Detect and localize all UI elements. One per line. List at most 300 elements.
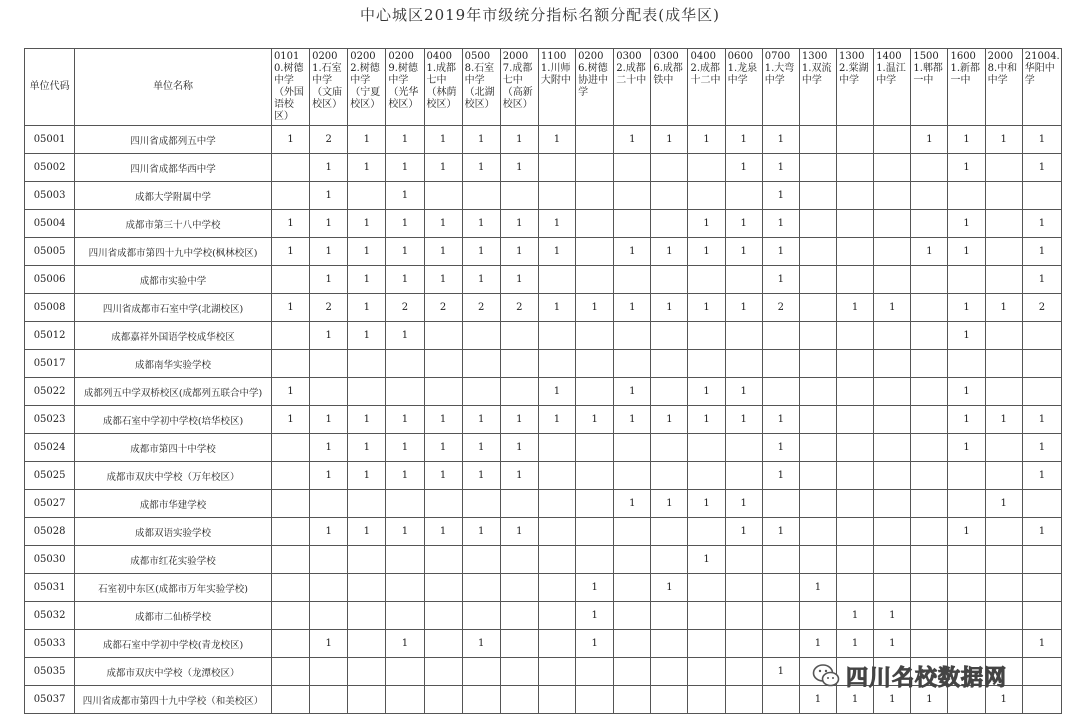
quota-cell: 1 bbox=[762, 434, 799, 462]
quota-cell: 1 bbox=[462, 210, 500, 238]
quota-cell bbox=[762, 378, 799, 406]
quota-cell bbox=[725, 546, 762, 574]
quota-cell bbox=[874, 322, 911, 350]
quota-cell: 1 bbox=[348, 462, 386, 490]
quota-cell bbox=[348, 630, 386, 658]
quota-cell bbox=[538, 630, 575, 658]
quota-cell bbox=[874, 546, 911, 574]
quota-cell bbox=[271, 602, 309, 630]
unit-code: 05028 bbox=[25, 518, 75, 546]
quota-cell bbox=[688, 686, 725, 714]
unit-code: 05002 bbox=[25, 154, 75, 182]
quota-cell bbox=[762, 546, 799, 574]
quota-cell: 1 bbox=[948, 406, 985, 434]
quota-cell bbox=[462, 350, 500, 378]
quota-cell bbox=[271, 266, 309, 294]
header-school-11: 03006.成都铁中 bbox=[651, 49, 688, 126]
quota-cell: 1 bbox=[424, 238, 462, 266]
quota-cell bbox=[688, 350, 725, 378]
quota-cell: 1 bbox=[948, 294, 985, 322]
quota-cell bbox=[651, 434, 688, 462]
quota-cell: 1 bbox=[271, 406, 309, 434]
quota-cell: 1 bbox=[651, 490, 688, 518]
quota-cell: 1 bbox=[1022, 238, 1061, 266]
quota-cell bbox=[348, 546, 386, 574]
quota-cell bbox=[911, 574, 948, 602]
quota-cell bbox=[614, 210, 651, 238]
quota-cell bbox=[424, 630, 462, 658]
quota-cell bbox=[271, 658, 309, 686]
quota-cell bbox=[500, 350, 538, 378]
quota-cell bbox=[348, 602, 386, 630]
quota-cell: 2 bbox=[1022, 294, 1061, 322]
quota-cell bbox=[538, 266, 575, 294]
quota-cell bbox=[874, 182, 911, 210]
quota-cell: 1 bbox=[725, 490, 762, 518]
quota-cell bbox=[462, 546, 500, 574]
quota-cell bbox=[576, 126, 614, 154]
quota-cell bbox=[386, 378, 424, 406]
quota-cell: 1 bbox=[538, 126, 575, 154]
unit-code: 05012 bbox=[25, 322, 75, 350]
quota-cell bbox=[651, 546, 688, 574]
quota-cell: 1 bbox=[462, 406, 500, 434]
unit-name: 四川省成都市第四十九中学校(枫林校区) bbox=[75, 238, 272, 266]
quota-cell: 1 bbox=[762, 406, 799, 434]
quota-cell: 1 bbox=[310, 630, 348, 658]
quota-cell bbox=[538, 350, 575, 378]
quota-cell bbox=[424, 378, 462, 406]
quota-cell bbox=[1022, 322, 1061, 350]
quota-cell bbox=[424, 546, 462, 574]
quota-cell bbox=[1022, 546, 1061, 574]
quota-cell bbox=[948, 266, 985, 294]
quota-cell: 1 bbox=[500, 406, 538, 434]
quota-cell bbox=[348, 686, 386, 714]
quota-cell bbox=[762, 322, 799, 350]
quota-cell bbox=[985, 182, 1022, 210]
quota-cell: 1 bbox=[762, 182, 799, 210]
quota-cell bbox=[799, 182, 836, 210]
table-row bbox=[25, 294, 1062, 322]
quota-cell bbox=[725, 350, 762, 378]
quota-cell bbox=[651, 182, 688, 210]
quota-cell bbox=[462, 658, 500, 686]
quota-cell bbox=[348, 378, 386, 406]
quota-cell bbox=[837, 574, 874, 602]
quota-cell bbox=[462, 574, 500, 602]
quota-cell bbox=[911, 406, 948, 434]
quota-cell bbox=[688, 266, 725, 294]
quota-cell bbox=[725, 686, 762, 714]
quota-cell bbox=[799, 126, 836, 154]
quota-cell bbox=[651, 602, 688, 630]
quota-cell bbox=[688, 602, 725, 630]
unit-code: 05032 bbox=[25, 602, 75, 630]
quota-cell: 1 bbox=[985, 686, 1022, 714]
quota-cell: 1 bbox=[348, 434, 386, 462]
header-school-9: 02006.树德协进中学 bbox=[576, 49, 614, 126]
quota-cell bbox=[651, 266, 688, 294]
unit-code: 05024 bbox=[25, 434, 75, 462]
quota-cell bbox=[985, 238, 1022, 266]
quota-cell: 1 bbox=[1022, 210, 1061, 238]
quota-cell: 1 bbox=[948, 126, 985, 154]
quota-cell bbox=[651, 378, 688, 406]
quota-cell bbox=[799, 266, 836, 294]
quota-cell bbox=[837, 350, 874, 378]
quota-cell bbox=[271, 546, 309, 574]
quota-cell bbox=[1022, 182, 1061, 210]
quota-cell: 1 bbox=[348, 294, 386, 322]
quota-cell bbox=[271, 686, 309, 714]
quota-cell bbox=[874, 406, 911, 434]
quota-cell: 1 bbox=[762, 518, 799, 546]
quota-cell bbox=[614, 154, 651, 182]
table-header-row bbox=[25, 49, 1062, 126]
quota-cell bbox=[576, 490, 614, 518]
quota-cell: 1 bbox=[651, 574, 688, 602]
unit-name: 成都嘉祥外国语学校成华校区 bbox=[75, 322, 272, 350]
quota-cell: 1 bbox=[725, 154, 762, 182]
quota-cell bbox=[576, 154, 614, 182]
table-row bbox=[25, 182, 1062, 210]
quota-cell: 1 bbox=[424, 126, 462, 154]
quota-cell bbox=[310, 378, 348, 406]
quota-cell: 1 bbox=[500, 434, 538, 462]
quota-cell: 1 bbox=[348, 322, 386, 350]
header-school-13: 06001.龙泉中学 bbox=[725, 49, 762, 126]
quota-cell bbox=[1022, 490, 1061, 518]
unit-name: 四川省成都列五中学 bbox=[75, 126, 272, 154]
quota-cell: 1 bbox=[874, 686, 911, 714]
header-school-15: 13001.双流中学 bbox=[799, 49, 836, 126]
quota-cell bbox=[837, 322, 874, 350]
table-row bbox=[25, 462, 1062, 490]
quota-cell bbox=[985, 518, 1022, 546]
quota-cell bbox=[271, 462, 309, 490]
quota-cell: 1 bbox=[310, 322, 348, 350]
quota-cell: 1 bbox=[725, 126, 762, 154]
quota-cell bbox=[799, 294, 836, 322]
table-row bbox=[25, 238, 1062, 266]
quota-cell: 1 bbox=[799, 630, 836, 658]
table-row bbox=[25, 378, 1062, 406]
quota-cell bbox=[424, 658, 462, 686]
quota-cell: 1 bbox=[1022, 406, 1061, 434]
quota-cell bbox=[911, 518, 948, 546]
unit-name: 四川省成都华西中学 bbox=[75, 154, 272, 182]
quota-cell bbox=[386, 490, 424, 518]
quota-cell: 1 bbox=[762, 266, 799, 294]
quota-cell: 1 bbox=[688, 238, 725, 266]
quota-cell bbox=[576, 658, 614, 686]
quota-cell bbox=[874, 490, 911, 518]
quota-cell: 1 bbox=[500, 238, 538, 266]
quota-cell bbox=[948, 574, 985, 602]
quota-cell: 1 bbox=[576, 574, 614, 602]
quota-cell: 1 bbox=[310, 154, 348, 182]
quota-cell: 1 bbox=[874, 294, 911, 322]
quota-cell bbox=[651, 518, 688, 546]
quota-cell: 1 bbox=[271, 238, 309, 266]
quota-cell bbox=[576, 266, 614, 294]
quota-cell: 1 bbox=[538, 238, 575, 266]
unit-code: 05031 bbox=[25, 574, 75, 602]
unit-code: 05008 bbox=[25, 294, 75, 322]
quota-cell bbox=[837, 406, 874, 434]
header-school-19: 16001.新都一中 bbox=[948, 49, 985, 126]
quota-cell: 1 bbox=[576, 294, 614, 322]
quota-cell bbox=[538, 546, 575, 574]
quota-cell bbox=[911, 462, 948, 490]
quota-cell: 1 bbox=[271, 294, 309, 322]
quota-cell: 1 bbox=[948, 322, 985, 350]
header-school-14: 07001.大弯中学 bbox=[762, 49, 799, 126]
quota-cell bbox=[651, 350, 688, 378]
unit-code: 05017 bbox=[25, 350, 75, 378]
quota-cell bbox=[348, 658, 386, 686]
unit-name: 成都石室中学初中学校(青龙校区) bbox=[75, 630, 272, 658]
table-row bbox=[25, 266, 1062, 294]
quota-cell bbox=[837, 266, 874, 294]
quota-cell bbox=[874, 378, 911, 406]
quota-cell bbox=[386, 574, 424, 602]
quota-cell: 1 bbox=[500, 154, 538, 182]
quota-cell bbox=[985, 546, 1022, 574]
quota-cell: 1 bbox=[837, 630, 874, 658]
quota-cell bbox=[874, 238, 911, 266]
unit-code: 05001 bbox=[25, 126, 75, 154]
quota-cell bbox=[837, 378, 874, 406]
quota-cell bbox=[500, 686, 538, 714]
quota-cell: 1 bbox=[651, 406, 688, 434]
quota-cell: 1 bbox=[462, 238, 500, 266]
quota-cell bbox=[911, 294, 948, 322]
quota-cell: 1 bbox=[688, 546, 725, 574]
quota-cell: 1 bbox=[462, 434, 500, 462]
quota-cell bbox=[462, 686, 500, 714]
quota-cell bbox=[1022, 574, 1061, 602]
unit-code: 05035 bbox=[25, 658, 75, 686]
quota-cell bbox=[500, 574, 538, 602]
unit-name: 成都市第四十中学校 bbox=[75, 434, 272, 462]
unit-name: 成都市第三十八中学校 bbox=[75, 210, 272, 238]
quota-cell: 1 bbox=[538, 294, 575, 322]
quota-cell bbox=[837, 238, 874, 266]
quota-cell bbox=[538, 490, 575, 518]
unit-code: 05037 bbox=[25, 686, 75, 714]
quota-cell bbox=[762, 350, 799, 378]
unit-code: 05033 bbox=[25, 630, 75, 658]
quota-cell bbox=[651, 462, 688, 490]
unit-name: 成都市二仙桥学校 bbox=[75, 602, 272, 630]
quota-cell bbox=[985, 378, 1022, 406]
quota-cell bbox=[725, 462, 762, 490]
table-row bbox=[25, 602, 1062, 630]
header-school-20: 20008.中和中学 bbox=[985, 49, 1022, 126]
quota-cell: 1 bbox=[462, 518, 500, 546]
quota-cell bbox=[837, 434, 874, 462]
quota-cell: 1 bbox=[424, 406, 462, 434]
quota-cell bbox=[614, 434, 651, 462]
unit-name: 成都大学附属中学 bbox=[75, 182, 272, 210]
quota-cell bbox=[462, 490, 500, 518]
quota-cell bbox=[651, 658, 688, 686]
quota-cell bbox=[651, 322, 688, 350]
quota-cell: 1 bbox=[1022, 434, 1061, 462]
header-school-17: 14001.温江中学 bbox=[874, 49, 911, 126]
quota-cell: 1 bbox=[762, 658, 799, 686]
quota-cell: 1 bbox=[1022, 266, 1061, 294]
quota-cell: 1 bbox=[310, 462, 348, 490]
quota-cell: 1 bbox=[310, 238, 348, 266]
quota-cell: 1 bbox=[762, 238, 799, 266]
quota-cell bbox=[424, 490, 462, 518]
quota-cell bbox=[348, 182, 386, 210]
table-row bbox=[25, 434, 1062, 462]
unit-code: 05023 bbox=[25, 406, 75, 434]
quota-cell bbox=[538, 686, 575, 714]
table-row bbox=[25, 322, 1062, 350]
quota-cell bbox=[500, 658, 538, 686]
quota-cell: 1 bbox=[500, 210, 538, 238]
quota-cell bbox=[985, 322, 1022, 350]
header-school-10: 03002.成都二十中 bbox=[614, 49, 651, 126]
quota-cell bbox=[386, 350, 424, 378]
unit-name: 成都列五中学双桥校区(成都列五联合中学) bbox=[75, 378, 272, 406]
quota-cell: 1 bbox=[386, 406, 424, 434]
quota-cell bbox=[911, 210, 948, 238]
quota-cell bbox=[310, 490, 348, 518]
quota-cell bbox=[462, 182, 500, 210]
quota-cell bbox=[348, 574, 386, 602]
quota-cell bbox=[948, 462, 985, 490]
unit-code: 05022 bbox=[25, 378, 75, 406]
quota-cell bbox=[874, 266, 911, 294]
quota-cell: 1 bbox=[462, 154, 500, 182]
quota-cell: 1 bbox=[386, 126, 424, 154]
quota-cell: 1 bbox=[651, 294, 688, 322]
quota-cell bbox=[837, 126, 874, 154]
quota-cell bbox=[310, 350, 348, 378]
quota-cell bbox=[271, 518, 309, 546]
quota-cell bbox=[348, 490, 386, 518]
quota-cell: 1 bbox=[462, 630, 500, 658]
allocation-table bbox=[24, 48, 1062, 714]
quota-cell: 1 bbox=[614, 490, 651, 518]
quota-cell bbox=[799, 602, 836, 630]
quota-cell bbox=[799, 406, 836, 434]
quota-cell bbox=[614, 518, 651, 546]
quota-cell: 1 bbox=[837, 294, 874, 322]
quota-cell: 1 bbox=[538, 406, 575, 434]
quota-cell bbox=[614, 322, 651, 350]
quota-cell bbox=[725, 182, 762, 210]
table-row bbox=[25, 574, 1062, 602]
unit-code: 05025 bbox=[25, 462, 75, 490]
quota-cell bbox=[837, 518, 874, 546]
quota-cell bbox=[271, 182, 309, 210]
quota-cell bbox=[725, 630, 762, 658]
quota-cell: 1 bbox=[688, 490, 725, 518]
quota-cell bbox=[837, 210, 874, 238]
unit-name: 四川省成都市石室中学(北湖校区) bbox=[75, 294, 272, 322]
quota-cell: 2 bbox=[386, 294, 424, 322]
quota-cell: 1 bbox=[386, 154, 424, 182]
quota-cell bbox=[310, 602, 348, 630]
quota-cell bbox=[462, 322, 500, 350]
quota-cell bbox=[576, 238, 614, 266]
header-school-5: 04001.成都七中（林荫校区） bbox=[424, 49, 462, 126]
quota-cell: 1 bbox=[386, 266, 424, 294]
quota-cell bbox=[651, 630, 688, 658]
header-school-7: 20007.成都七中（高新校区） bbox=[500, 49, 538, 126]
quota-cell bbox=[538, 574, 575, 602]
header-school-21: 21004.华阳中学 bbox=[1022, 49, 1061, 126]
quota-cell bbox=[614, 266, 651, 294]
quota-cell bbox=[948, 602, 985, 630]
page-title: 中心城区2019年市级统分指标名额分配表(成华区) bbox=[360, 6, 720, 24]
quota-cell bbox=[799, 210, 836, 238]
quota-cell: 1 bbox=[1022, 518, 1061, 546]
quota-cell bbox=[911, 266, 948, 294]
quota-cell: 1 bbox=[688, 294, 725, 322]
quota-cell: 1 bbox=[348, 154, 386, 182]
quota-cell bbox=[874, 126, 911, 154]
quota-cell: 1 bbox=[386, 434, 424, 462]
quota-cell bbox=[725, 574, 762, 602]
table-row bbox=[25, 546, 1062, 574]
quota-cell: 1 bbox=[688, 210, 725, 238]
quota-cell: 1 bbox=[310, 518, 348, 546]
quota-cell bbox=[874, 434, 911, 462]
quota-cell bbox=[576, 182, 614, 210]
quota-cell bbox=[837, 154, 874, 182]
quota-cell bbox=[874, 574, 911, 602]
quota-cell bbox=[762, 490, 799, 518]
quota-cell bbox=[424, 182, 462, 210]
quota-cell: 1 bbox=[725, 406, 762, 434]
quota-cell: 1 bbox=[688, 378, 725, 406]
unit-code: 05003 bbox=[25, 182, 75, 210]
quota-cell bbox=[799, 378, 836, 406]
quota-cell: 1 bbox=[614, 126, 651, 154]
quota-cell bbox=[688, 630, 725, 658]
quota-cell bbox=[271, 630, 309, 658]
quota-cell bbox=[500, 490, 538, 518]
quota-cell bbox=[462, 378, 500, 406]
quota-cell: 1 bbox=[762, 126, 799, 154]
table-row bbox=[25, 350, 1062, 378]
quota-cell bbox=[1022, 378, 1061, 406]
quota-cell: 1 bbox=[424, 210, 462, 238]
quota-cell bbox=[874, 518, 911, 546]
quota-cell: 1 bbox=[725, 294, 762, 322]
quota-cell bbox=[576, 322, 614, 350]
unit-code: 05030 bbox=[25, 546, 75, 574]
quota-cell bbox=[538, 658, 575, 686]
quota-cell: 1 bbox=[386, 630, 424, 658]
quota-cell bbox=[688, 434, 725, 462]
quota-cell: 1 bbox=[386, 210, 424, 238]
quota-cell bbox=[799, 434, 836, 462]
quota-cell bbox=[538, 462, 575, 490]
quota-cell bbox=[688, 518, 725, 546]
unit-code: 05027 bbox=[25, 490, 75, 518]
header-school-18: 15001.郫都一中 bbox=[911, 49, 948, 126]
quota-cell: 1 bbox=[500, 518, 538, 546]
